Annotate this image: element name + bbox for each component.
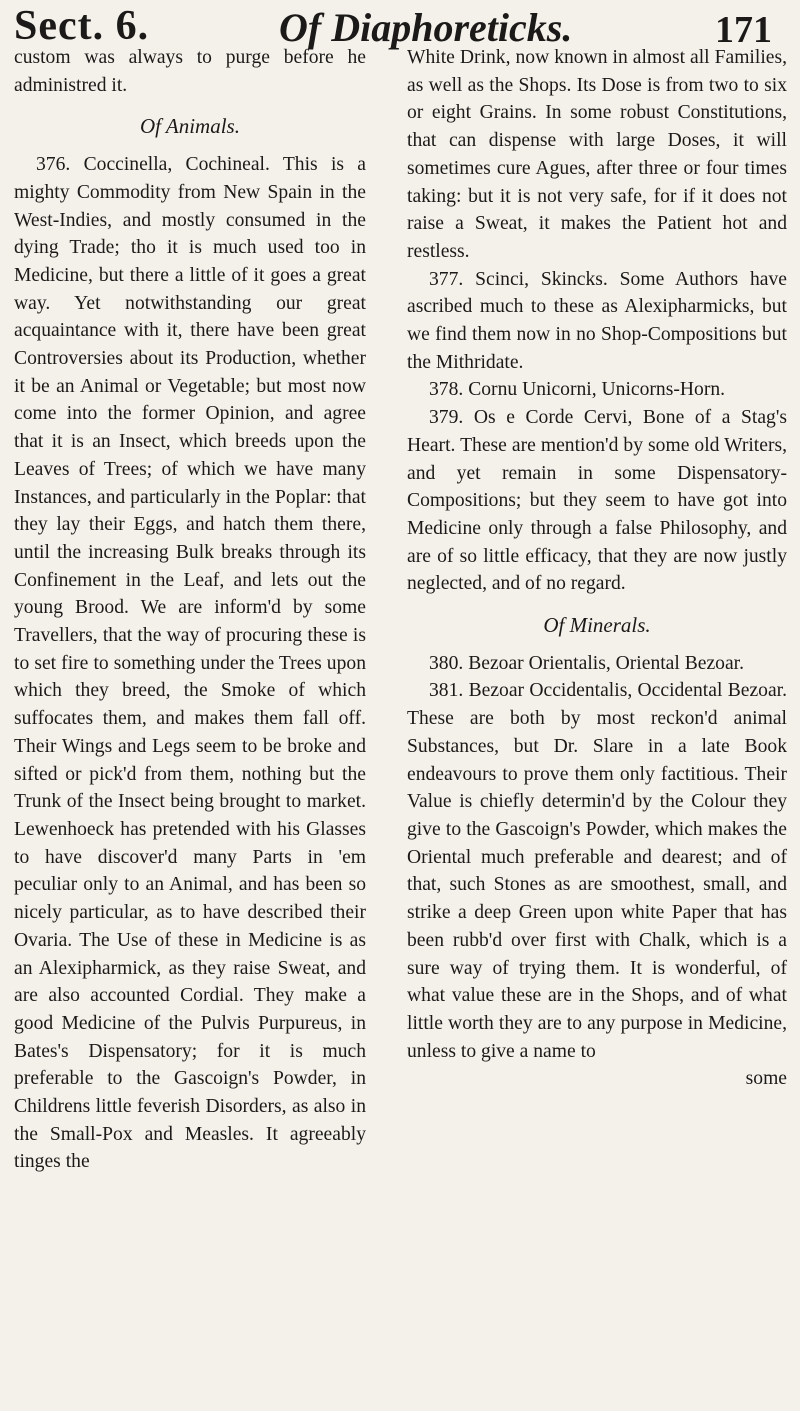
entry-376: 376. Coccinella, Cochineal. This is a mighty Commodity from New Spain in the West-Indies, and mostly consumed in the dying Trade; tho it is much used too in Medicine, but there a little of it goes a great way. Yet notwithstanding our great acquaintance with it, there have been great Controversies about its Production, whether it be an Animal or Vegetable; but most now come into the former Opinion, and agree that it is an Insect, which breeds upon the Leaves of Trees; of which we have many Instances, and particularly in the Poplar: that they lay their Eggs, and hatch them there, until the increasing Bulk breaks through its Confinement in the Leaf, and lets out the young Brood. We are inform'd by some Travellers, that the way of procuring these is to set fire to something under the Trees upon which they breed, the Smoke of which suffocates them, and makes them fall off. Their Wings and Legs seem to be broke and sifted or pick'd from them, nothing but the Trunk of the Insect being brought to market. Lewenhoeck has pretended with his Glasses to have discover'd many Parts in 'em peculiar only to an Animal, and has been so nicely particular, as to have described their Ovaria. The Use of these in Medicine is as an Alexipharmick, as they raise Sweat, and are also accounted Cordial. They make a good Medicine of the Pulvis Purpureus, in Bates's Dispensatory; for it is much preferable to the Gascoign's Powder, in Childrens little feverish Disorders, as also in the Small-Pox and Measles. It agreeably tinges the — [14, 154, 366, 1173]
section-heading-minerals: Of Minerals. — [543, 613, 651, 638]
catchword: some — [745, 1068, 787, 1090]
entry-380: 380. Bezoar Orientalis, Oriental Bezoar. — [429, 652, 745, 674]
entry-381: 381. Bezoar Occidentalis, Occidental Bezoar. These are both by most reckon'd animal Substances, but Dr. Slare in a late Book endeavours to prove them only factitious. Their Value is chiefly determin'd by the Colour they give to the Gascoign's Powder, which makes the Oriental much preferable and dearest; and of that, such Stones as are smoothest, small, and strike a deep Green upon white Paper that has been rubb'd over first with Chalk, which is a sure way of trying them. It is wonderful, of what value these are in the Shops, and of what little worth they are to any purpose in Medicine, unless to give a name to — [407, 680, 787, 1062]
right-column — [407, 44, 787, 1093]
running-title: Of Diaphoreticks. — [279, 5, 573, 50]
section-heading-animals: Of Animals. — [140, 114, 240, 139]
continued-paragraph: custom was always to purge before he administred it. — [14, 47, 366, 96]
left-column — [14, 44, 366, 1176]
entry-379: 379. Os e Corde Cervi, Bone of a Stag's Heart. These are mention'd by some old Writers, and yet remain in some Dispensatory-Compositions; but they seem to have got into Medicine only through a false Philosophy, and are of so little efficacy, that they are now justly neglected, and of no regard. — [407, 407, 787, 595]
entry-377: 377. Scinci, Skincks. Some Authors have ascribed much to these as Alexipharmicks, but we find them now in no Shop-Compositions but the Mithridate. — [407, 268, 787, 373]
entry-378: 378. Cornu Unicorni, Unicorns-Horn. — [429, 379, 726, 401]
page-number: 171 — [715, 9, 772, 51]
section-label: Sect. 6. — [14, 3, 150, 49]
continued-paragraph: White Drink, now known in almost all Families, as well as the Shops. Its Dose is from two to six or eight Grains. In some robust Constitutions, that can dispense with large Doses, it will sometimes cure Agues, after three or four times taking: but it is not very safe, for if it does not raise a Sweat, it makes the Patient hot and restless. — [407, 47, 787, 262]
